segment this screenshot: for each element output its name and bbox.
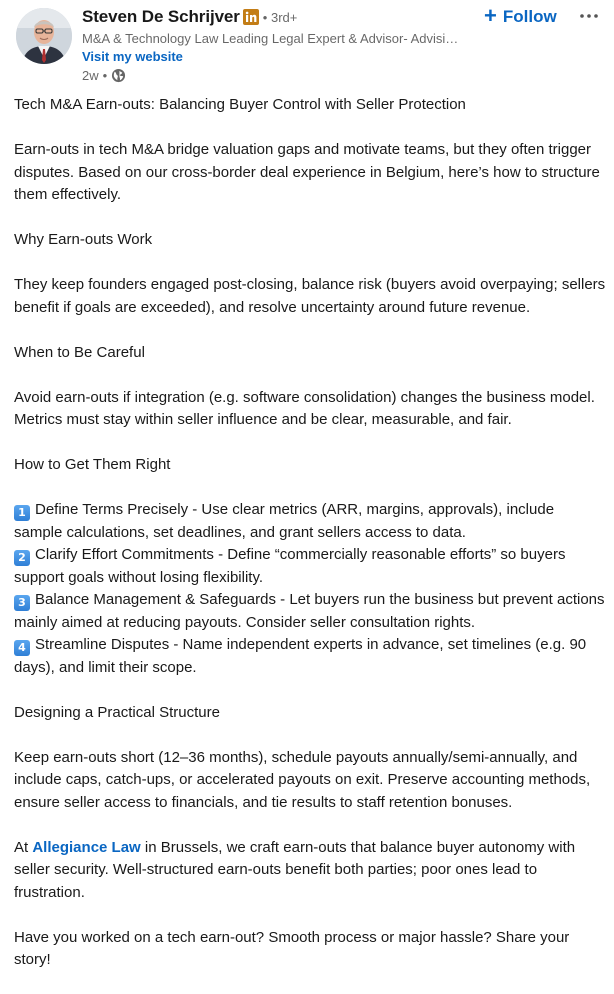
section-body-structure: Keep earn-outs short (12–36 months), schedule payouts annually/semi-annually, and include caps, catch-ups, or accelerated payouts on exit. Preserve accounting methods, ensure seller access to financials, and tie results to staff retention bonuses. xyxy=(14,748,591,811)
closing-paragraph xyxy=(14,837,606,905)
section-heading-structure: Designing a Practical Structure xyxy=(14,703,220,721)
degree-dot: • xyxy=(262,9,268,25)
post-intro: Earn-outs in tech M&A bridge valuation gaps and motivate teams, but they often trigger disputes. Based on our cross-border deal experience in Belgium, here’s how to structure them effectively. xyxy=(14,141,600,203)
step-text: Balance Management & Safeguards - Let buyers run the business but prevent actions mainly aimed at reducing payouts. Consider seller consultation rights. xyxy=(14,591,605,631)
step-item xyxy=(14,589,606,634)
keycap-4-icon: 4 xyxy=(14,640,30,656)
visit-website-link[interactable]: Visit my website xyxy=(82,49,183,64)
globe-icon xyxy=(111,68,126,83)
closing-question: Have you worked on a tech earn-out? Smooth process or major hassle? Share your story! xyxy=(14,928,570,968)
step-text: Define Terms Precisely - Use clear metrics (ARR, margins, approvals), include sample calculations, set deadlines, and grant sellers access to data. xyxy=(14,501,555,541)
author-name[interactable]: Steven De Schrijver xyxy=(82,7,240,26)
company-mention-link[interactable]: Allegiance Law xyxy=(32,838,141,856)
section-body-careful: Avoid earn-outs if integration (e.g. software consolidation) changes the business model. Metrics must stay within seller influence and be clear, measurable, and fair. xyxy=(14,388,595,428)
connection-degree xyxy=(263,10,298,25)
post-body xyxy=(14,94,606,994)
step-text: Streamline Disputes - Name independent experts in advance, set timelines (e.g. 90 days), and limit their scope. xyxy=(14,636,587,676)
post-time[interactable]: 2w xyxy=(82,68,99,83)
step-item xyxy=(14,544,606,589)
post-header xyxy=(0,0,614,92)
keycap-1-icon: 1 xyxy=(14,505,30,521)
post-title: Tech M&A Earn-outs: Balancing Buyer Control with Seller Protection xyxy=(14,96,466,113)
step-item xyxy=(14,499,606,544)
linkedin-premium-icon xyxy=(243,9,259,25)
ellipsis-icon xyxy=(579,13,599,19)
keycap-3-icon: 3 xyxy=(14,595,30,611)
step-item xyxy=(14,634,606,679)
closing-suffix: in Brussels, we craft earn-outs that balance buyer autonomy with seller security. Well-structured earn-outs benefit both parties; poor ones lead to frustration. xyxy=(14,838,576,901)
section-heading-why: Why Earn-outs Work xyxy=(14,231,153,248)
more-options-button[interactable] xyxy=(575,2,603,30)
degree-label: 3rd+ xyxy=(270,9,298,25)
author-name-row xyxy=(82,7,297,27)
author-headline: M&A & Technology Law Leading Legal Expert & Advisor- Advisi… xyxy=(82,31,459,46)
section-heading-careful: When to Be Careful xyxy=(14,343,145,361)
avatar-image xyxy=(16,8,72,64)
follow-label: Follow xyxy=(502,7,557,26)
section-body-why: They keep founders engaged post-closing, balance risk (buyers avoid overpaying; sellers benefit if goals are exceeded), and resolve uncertainty around future revenue. xyxy=(14,276,606,316)
meta-dot: • xyxy=(102,68,108,83)
follow-button[interactable] xyxy=(478,4,563,30)
author-avatar[interactable] xyxy=(16,8,72,64)
post-meta xyxy=(82,68,126,83)
section-heading-how: How to Get Them Right xyxy=(14,456,171,473)
closing-prefix: At xyxy=(14,838,33,856)
step-text: Clarify Effort Commitments - Define “commercially reasonable efforts” so buyers support goals without losing flexibility. xyxy=(14,546,566,586)
plus-icon: + xyxy=(484,3,497,28)
keycap-2-icon: 2 xyxy=(14,550,30,566)
